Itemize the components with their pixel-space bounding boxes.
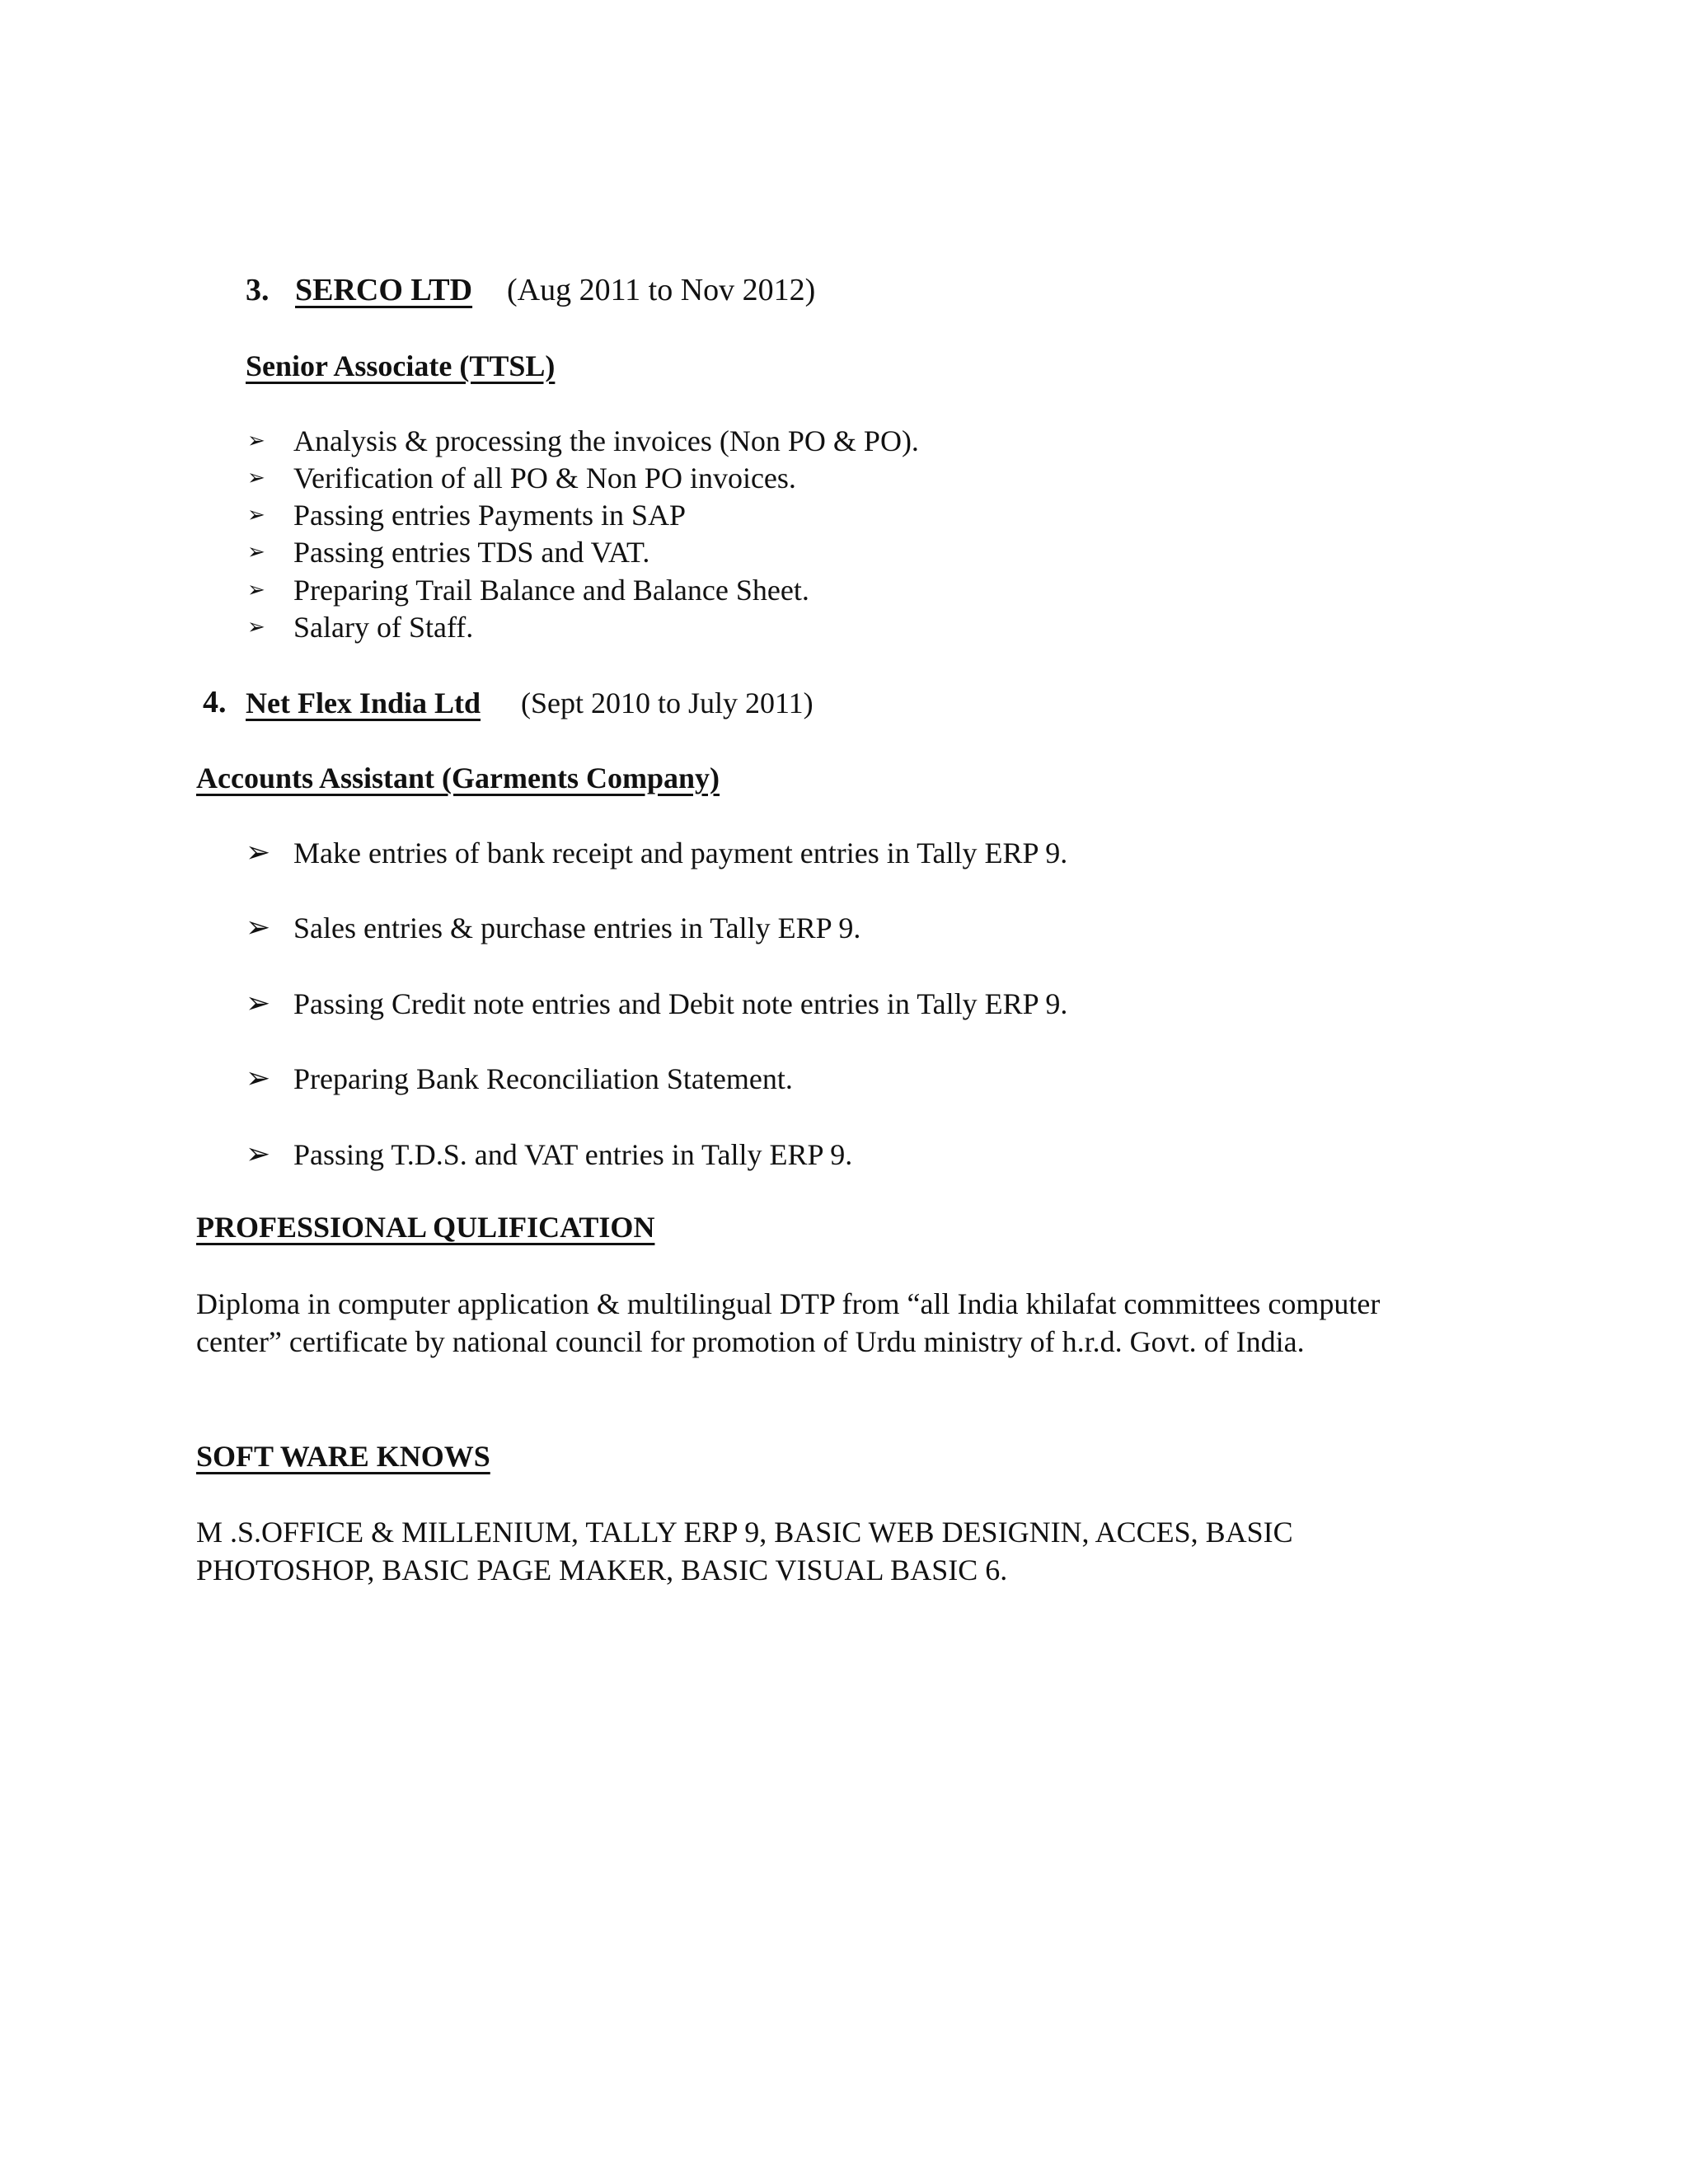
job4-number: 4. — [203, 685, 227, 719]
arrow-bullet-icon: ➢ — [247, 540, 265, 565]
arrow-bullet-icon: ➢ — [246, 836, 271, 869]
job3-number: 3. — [246, 273, 270, 307]
job3-duty: Verification of all PO & Non PO invoices. — [293, 462, 796, 494]
arrow-bullet-icon: ➢ — [247, 615, 265, 640]
arrow-bullet-icon: ➢ — [246, 1137, 271, 1171]
job4-duty: Sales entries & purchase entries in Tally ERP 9. — [293, 912, 861, 944]
qualification-text: Diploma in computer application & multilingual DTP from “all India khilafat committees computer center” certificate by national council for promotion of Urdu ministry of h.r.d. Govt. of India. — [196, 1287, 1381, 1358]
job3-period: (Aug 2011 to Nov 2012) — [507, 273, 816, 307]
job3-duty: Analysis & processing the invoices (Non PO & PO). — [293, 424, 919, 457]
job3-company: SERCO LTD — [295, 273, 473, 307]
job3-duty: Salary of Staff. — [293, 611, 474, 644]
job3-duty: Passing entries Payments in SAP — [293, 499, 687, 532]
arrow-bullet-icon: ➢ — [247, 578, 265, 602]
job4-duty: Passing T.D.S. and VAT entries in Tally ERP 9. — [293, 1138, 853, 1171]
arrow-bullet-icon: ➢ — [246, 1062, 271, 1095]
job4-period: (Sept 2010 to July 2011) — [521, 687, 814, 719]
arrow-bullet-icon: ➢ — [247, 503, 265, 527]
job4-duty: Make entries of bank receipt and payment entries in Tally ERP 9. — [293, 837, 1068, 869]
job3-role: Senior Associate (TTSL) — [246, 349, 556, 382]
software-heading: SOFT WARE KNOWS — [196, 1440, 490, 1473]
job4-duty: Passing Credit note entries and Debit note entries in Tally ERP 9. — [293, 987, 1068, 1020]
job4-company: Net Flex India Ltd — [246, 687, 481, 719]
arrow-bullet-icon: ➢ — [247, 429, 265, 453]
job3-duty: Preparing Trail Balance and Balance Sheet. — [293, 574, 809, 607]
arrow-bullet-icon: ➢ — [246, 987, 271, 1020]
job4-role: Accounts Assistant (Garments Company) — [196, 762, 720, 794]
qualification-heading: PROFESSIONAL QULIFICATION — [196, 1211, 655, 1244]
arrow-bullet-icon: ➢ — [247, 466, 265, 490]
job4-duty: Preparing Bank Reconciliation Statement. — [293, 1062, 793, 1095]
job3-duty: Passing entries TDS and VAT. — [293, 536, 650, 569]
arrow-bullet-icon: ➢ — [246, 911, 271, 944]
software-text: M .S.OFFICE & MILLENIUM, TALLY ERP 9, BASIC WEB DESIGNIN, ACCES, BASIC PHOTOSHOP, BASIC PAGE MAKER, BASIC VISUAL BASIC 6. — [196, 1516, 1293, 1586]
